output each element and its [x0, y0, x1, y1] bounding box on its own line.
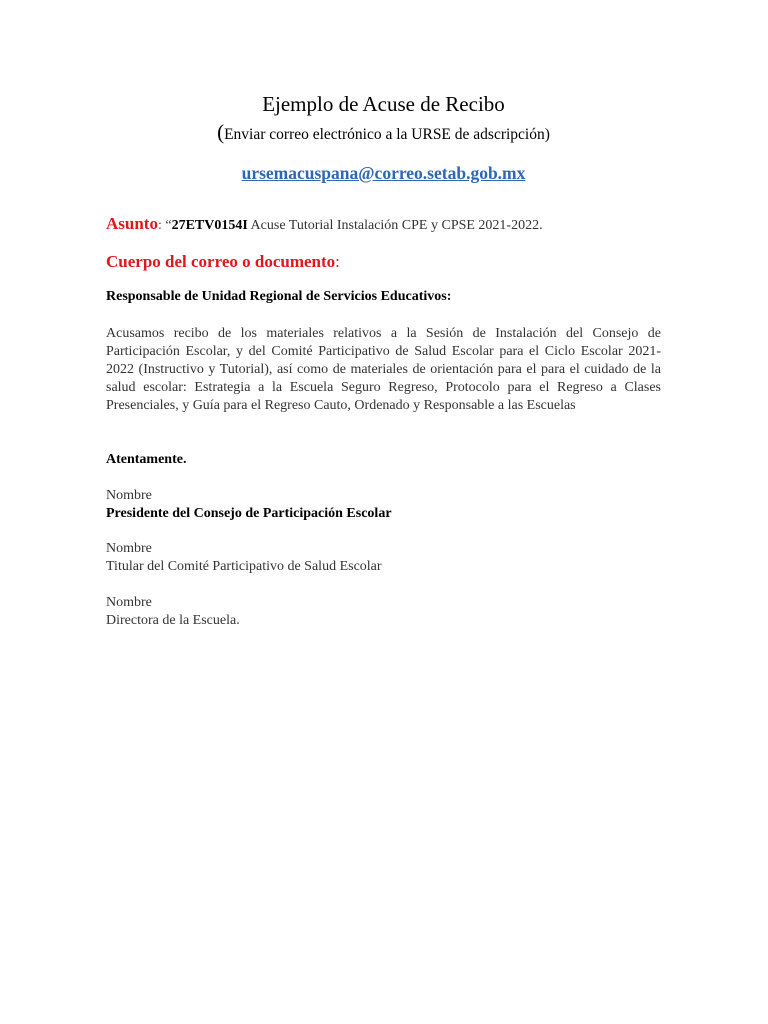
asunto-line [106, 214, 661, 234]
subtitle-paren: ( [217, 120, 225, 144]
subtitle-text: Enviar correo electrónico a la URSE de adscripción) [224, 126, 550, 143]
signature-role: Directora de la Escuela. [106, 613, 240, 628]
signature-block-titular [106, 540, 661, 576]
signature-name: Nombre [106, 541, 152, 556]
body-paragraph: Acusamos recibo de los materiales relativos a la Sesión de Instalación del Consejo de Participación Escolar, y del Comité Participativo de Salud Escolar para el Ciclo Escolar 2021-2022 (Instructivo y Tutorial), así como de materiales de orientación para el para el cuidado de la salud escolar: Estrategia a la Escuela Seguro Regreso, Protocolo para el Regreso a Clases Presenciales, y Guía para el Regreso Cauto, Ordenado y Responsable a las Escuelas [106, 326, 661, 413]
cuerpo-label: Cuerpo del correo o documento [106, 252, 336, 271]
signature-role: Presidente del Consejo de Participación Escolar [106, 506, 392, 521]
recipient-heading: Responsable de Unidad Regional de Servicios Educativos: [106, 289, 452, 304]
signature-block-president [106, 487, 661, 523]
cuerpo-heading [106, 252, 661, 272]
email-link[interactable]: ursemacuspana@correo.setab.gob.mx [241, 163, 526, 183]
asunto-subject: Acuse Tutorial Instalación CPE y CPSE 2021-2022. [247, 218, 543, 233]
signature-role: Titular del Comité Participativo de Salud Escolar [106, 559, 382, 574]
asunto-label: Asunto [106, 214, 158, 233]
signature-block-directora [106, 594, 661, 630]
asunto-quote: “ [161, 218, 172, 233]
closing-text: Atentamente. [106, 452, 187, 467]
asunto-colon: : [157, 218, 162, 233]
signature-name: Nombre [106, 595, 152, 610]
cuerpo-colon: : [335, 252, 340, 271]
document-title: Ejemplo de Acuse de Recibo [262, 92, 505, 116]
signature-name: Nombre [106, 488, 152, 503]
document-subtitle [106, 120, 661, 145]
asunto-code: 27ETV0154I [171, 218, 248, 233]
